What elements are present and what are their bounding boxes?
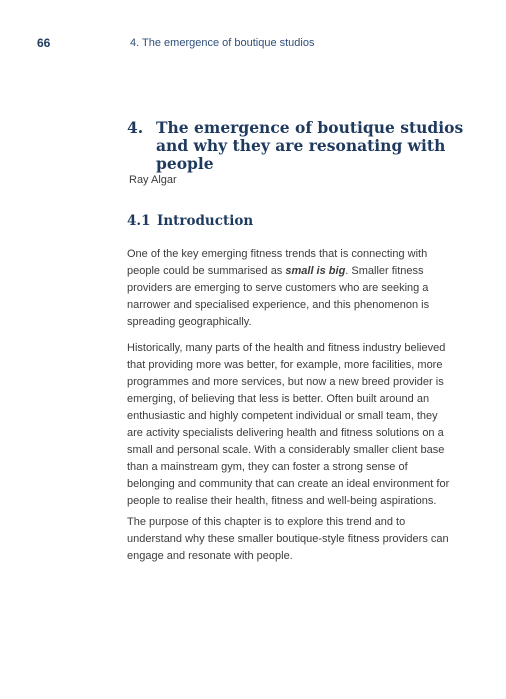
chapter-number: 4. bbox=[127, 118, 144, 137]
running-header: 4. The emergence of boutique studios bbox=[130, 37, 315, 49]
paragraph-intro-start: One of the key emerging fitness trends that is connecting with people could be summarised as bbox=[127, 248, 428, 277]
section-number: 4.1 bbox=[127, 213, 151, 229]
paragraph-intro-end: . Smaller fitness providers are emerging to serve customers who are seeking a narrower and specialised experience, and this phenomenon is spreading geographically. bbox=[127, 265, 430, 328]
paragraph-intro-emphasis: small is big bbox=[285, 265, 346, 277]
page-number: 66 bbox=[37, 36, 51, 50]
section-title: Introduction bbox=[157, 213, 254, 229]
paragraph-intro bbox=[127, 246, 452, 331]
paragraph-purpose: The purpose of this chapter is to explore this trend and to understand why these smaller boutique-style fitness providers can engage and resonate with people. bbox=[127, 516, 449, 562]
paragraph-history: Historically, many parts of the health and fitness industry believed that providing more was better, for example, more facilities, more programmes and more services, but now a new breed provider is emerging, of believing that less is better. Often built around an enthusiastic and highly competent individual or small team, they are activity specialists delivering health and fitness solutions on a small and personal scale. With a considerably smaller client base than a mainstream gym, they can foster a strong sense of belonging and community that can create an ideal environment for people to realise their health, fitness and well-being aspirations. bbox=[127, 342, 450, 507]
section-heading bbox=[127, 213, 253, 229]
chapter-author: Ray Algar bbox=[129, 174, 177, 186]
chapter-title: The emergence of boutique studios and why they are resonating with people bbox=[156, 118, 464, 173]
